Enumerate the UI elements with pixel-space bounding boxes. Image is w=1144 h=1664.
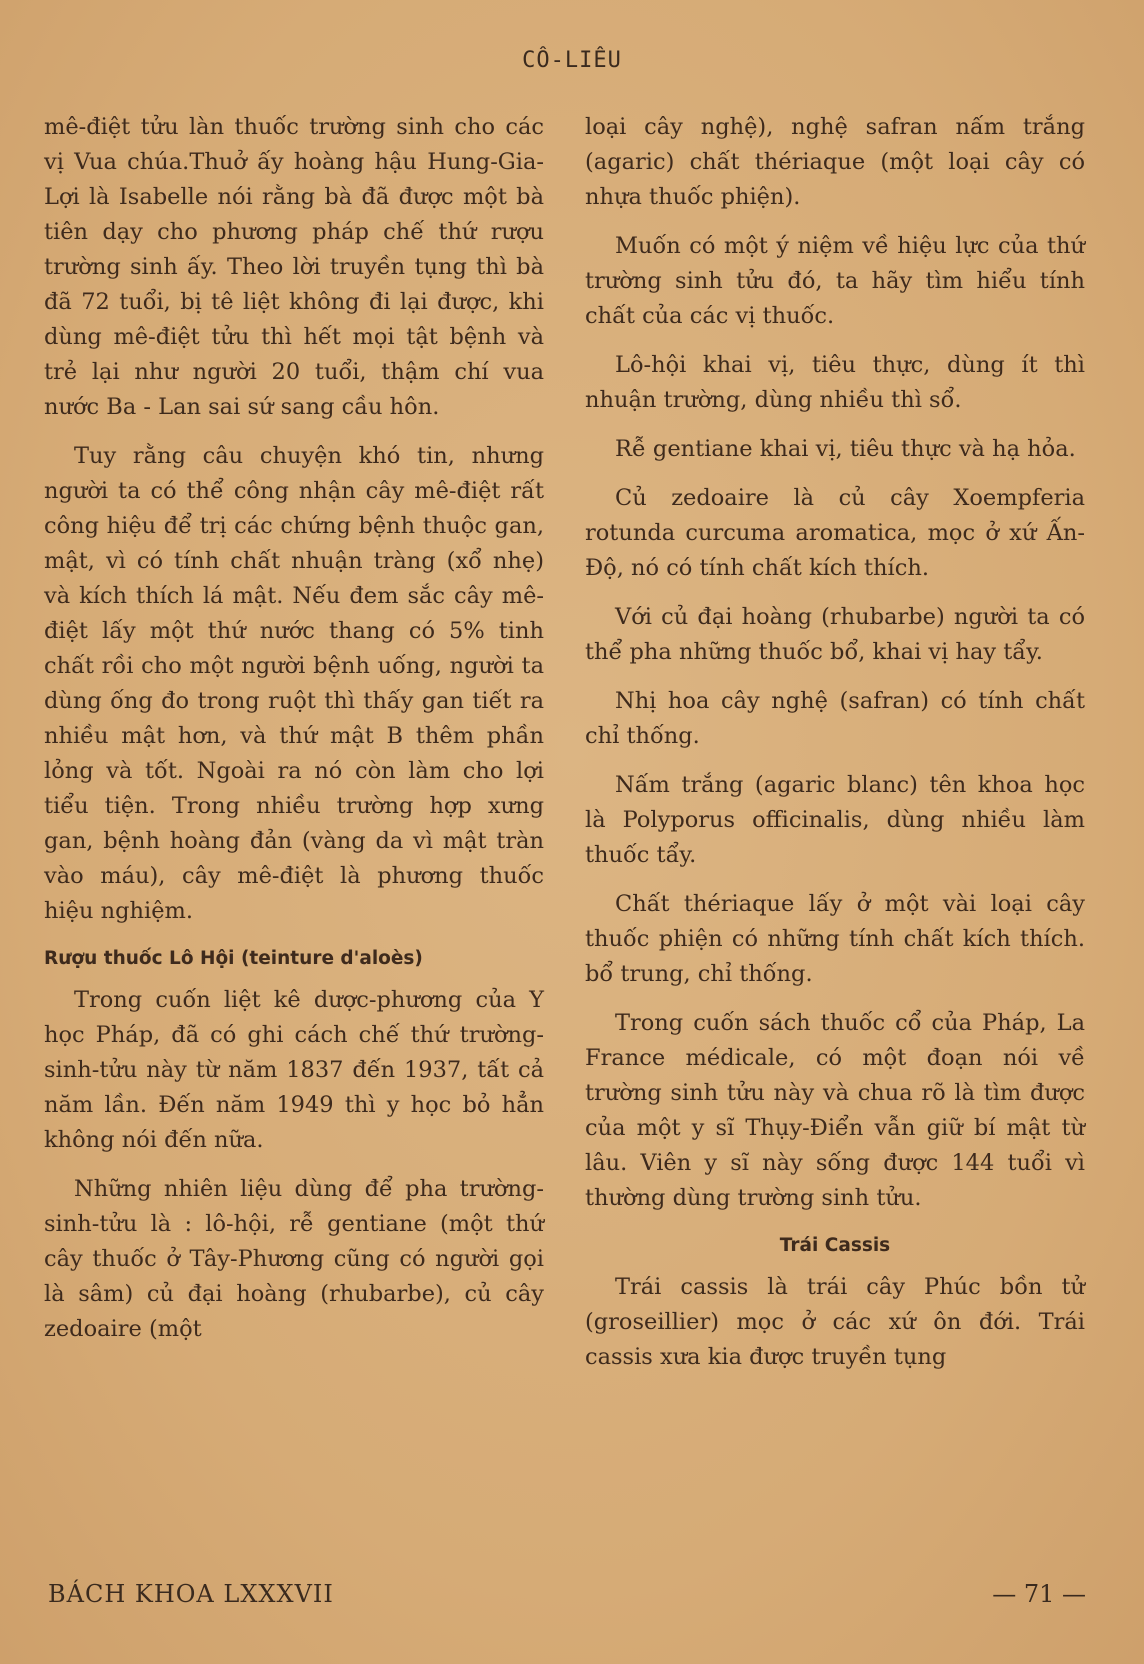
paragraph: Rễ gentiane khai vị, tiêu thực và hạ hỏa. [615,436,1076,462]
paragraph: mê-điệt tửu làn thuốc trường sinh cho các vị Vua chúa.Thuở ấy hoàng hậu Hung-Gia-Lợi là Isabelle nói rằng bà đã được một bà tiên dạy cho phương pháp chế thứ rượu trường sinh ấy. Theo lời truyền tụng thì bà đã 72 tuổi, bị tê liệt không đi lại được, khi dùng mê-điệt tửu thì hết mọi tật bệnh và trẻ lại như người 20 tuổi, thậm chí vua nước Ba - Lan sai sứ sang cầu hôn. [44,114,544,420]
section-heading: Rượu thuốc Lô Hội (teinture d'aloès) [44,948,423,969]
publication-name: BÁCH KHOA LXXXVII [48,1580,334,1608]
paragraph: Với củ đại hoàng (rhubarbe) người ta có thể pha những thuốc bổ, khai vị hay tẩy. [585,604,1085,665]
paragraph: Nấm trắng (agaric blanc) tên khoa học là Polyporus officinalis, dùng nhiều làm thuốc tẩy. [585,772,1085,868]
paragraph: Chất thériaque lấy ở một vài loại cây thuốc phiện có những tính chất kích thích. bổ trung, chỉ thống. [585,891,1085,987]
paragraph: Trong cuốn liệt kê dược-phương của Y học Pháp, đã có ghi cách chế thứ trường-sinh-tửu này từ năm 1837 đến 1937, tất cả năm lần. Đến năm 1949 thì y học bỏ hẳn không nói đến nữa. [44,987,544,1153]
running-title: CÔ-LIÊU [522,48,622,73]
paragraph: Củ zedoaire là củ cây Xoempferia rotunda curcuma aromatica, mọc ở xứ Ấn-Độ, nó có tính chất kích thích. [585,485,1085,581]
page-number: — 71 — [992,1580,1086,1608]
right-column [585,110,1085,1389]
paragraph: Muốn có một ý niệm về hiệu lực của thứ trường sinh tửu đó, ta hãy tìm hiểu tính chất của các vị thuốc. [585,233,1085,329]
paragraph: Trái cassis là trái cây Phúc bồn tử (groseillier) mọc ở các xứ ôn đới. Trái cassis xưa kia được truyền tụng [585,1274,1085,1370]
paragraph: Nhị hoa cây nghệ (safran) có tính chất chỉ thống. [585,688,1085,749]
paragraph: loại cây nghệ), nghệ safran nấm trắng (agaric) chất thériaque (một loại cây có nhựa thuốc phiện). [585,114,1085,210]
section-heading: Trái Cassis [779,1235,891,1256]
paragraph: Tuy rằng câu chuyện khó tin, nhưng người ta có thể công nhận cây mê-điệt rất công hiệu để trị các chứng bệnh thuộc gan, mật, vì có tính chất nhuận tràng (xổ nhẹ) và kích thích lá mật. Nếu đem sắc cây mê-điệt lấy một thứ nước thang có 5% tinh chất rồi cho một người bệnh uống, người ta dùng ống đo trong ruột thì thấy gan tiết ra nhiều mật hơn, và thứ mật B thêm phần lỏng và tốt. Ngoài ra nó còn làm cho lợi tiểu tiện. Trong nhiều trường hợp xưng gan, bệnh hoàng đản (vàng da vì mật tràn vào máu), cây mê-điệt là phương thuốc hiệu nghiệm. [44,443,544,924]
paragraph: Lô-hội khai vị, tiêu thực, dùng ít thì nhuận trường, dùng nhiều thì sổ. [585,352,1085,413]
left-column [44,110,544,1361]
paragraph: Những nhiên liệu dùng để pha trường-sinh-tửu là : lô-hội, rễ gentiane (một thứ cây thuốc ở Tây-Phương cũng có người gọi là sâm) củ đại hoàng (rhubarbe), củ cây zedoaire (một [44,1176,544,1342]
paragraph: Trong cuốn sách thuốc cổ của Pháp, La France médicale, có một đoạn nói về trường sinh tửu này và chua rõ là tìm được của một y sĩ Thụy-Điển vẫn giữ bí mật từ lâu. Viên y sĩ này sống được 144 tuổi vì thường dùng trường sinh tửu. [585,1010,1085,1211]
